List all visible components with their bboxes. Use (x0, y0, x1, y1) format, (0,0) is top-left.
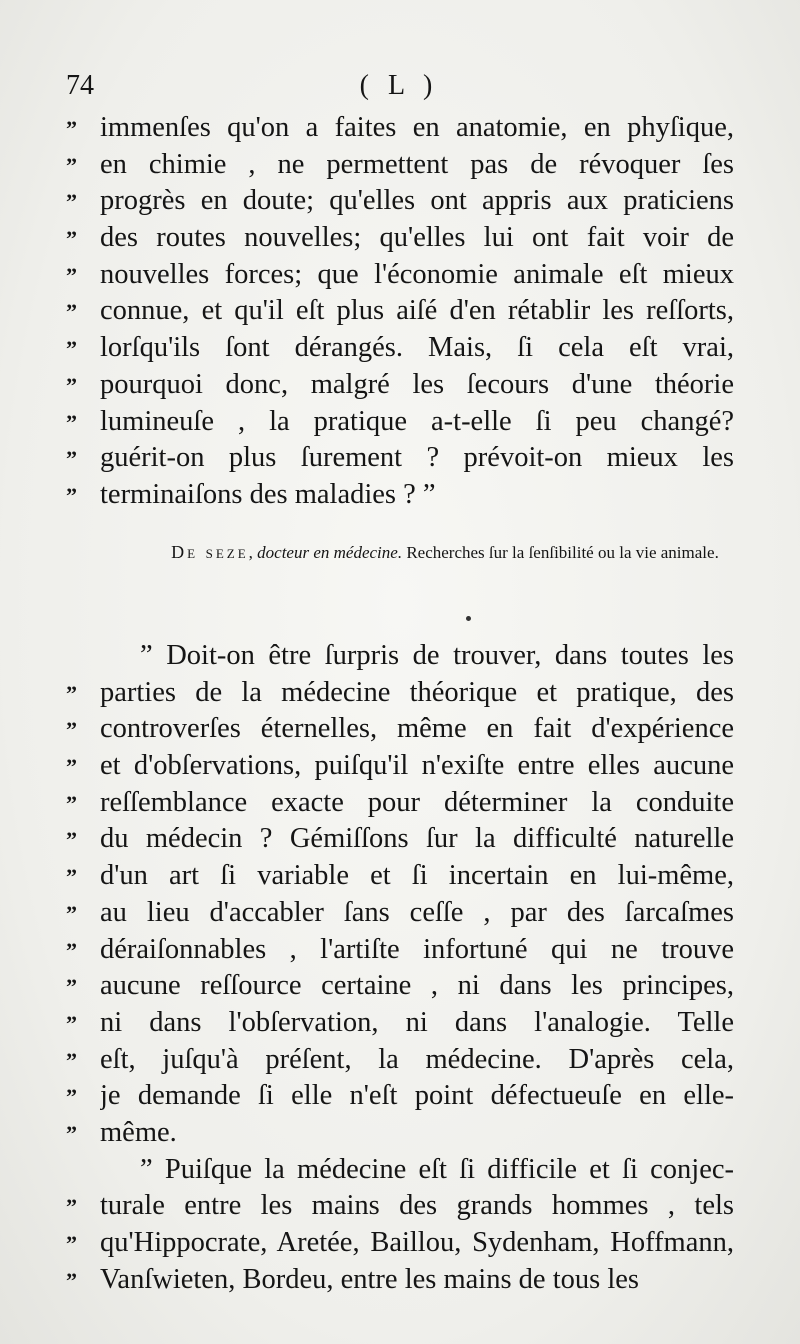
line-text: eſt, juſqu'à préſent, la médecine. D'après cela, (100, 1043, 734, 1075)
attribution-role: docteur en médecine. (257, 543, 403, 562)
text-line (66, 1117, 734, 1154)
quote-mark: ” (66, 482, 76, 508)
text-line (66, 222, 734, 259)
page-number: 74 (66, 70, 94, 101)
quote-mark: ” (66, 1231, 76, 1256)
text-line (66, 1190, 734, 1227)
quote-mark: ” (66, 446, 76, 472)
text-line (66, 1044, 734, 1081)
quote-mark: ” (66, 754, 76, 780)
line-text: Vanſwieten, Bordeu, entre les mains de tous les (100, 1263, 639, 1295)
text-line (66, 897, 734, 934)
text-line (66, 1007, 734, 1044)
line-text: connue, et qu'il eſt plus aiſé d'en rétablir les reſſorts, (100, 295, 734, 327)
line-text: turale entre les mains des grands hommes , tels (100, 1190, 734, 1222)
quote-mark: ” (66, 1194, 76, 1220)
quote-mark: ” (66, 152, 76, 178)
text-line (66, 369, 734, 406)
text-line (66, 970, 734, 1007)
line-text: lumineuſe , la pratique a-t-elle ſi peu changé? (100, 405, 734, 437)
line-text: ” Puiſque la médecine eſt ſi difficile et ſi conjec- (140, 1153, 734, 1185)
line-text: ni dans l'obſervation, ni dans l'analogie. Telle (100, 1006, 734, 1038)
text-line (66, 442, 734, 479)
text-line (66, 259, 734, 296)
quote-mark: ” (66, 974, 76, 1000)
line-text: reſſemblance exacte pour déterminer la conduite (100, 786, 734, 818)
text-line (66, 149, 734, 186)
text-line (66, 1080, 734, 1117)
line-text: et d'obſervations, puiſqu'il n'exiſte entre elles aucune (100, 750, 734, 782)
quote-mark: ” (66, 409, 76, 435)
quote-mark: ” (66, 1267, 76, 1293)
line-text: du médecin ? Gémiſſons ſur la difficulté naturelle (100, 823, 734, 855)
line-text: immenſes qu'on a faites en anatomie, en phyſique, (100, 112, 734, 143)
quote-mark: ” (66, 717, 76, 743)
quote-mark: ” (66, 680, 76, 706)
quote-mark: ” (66, 937, 76, 963)
line-text: en chimie , ne permettent pas de révoquer ſes (100, 148, 734, 180)
line-text: lorſqu'ils ſont dérangés. Mais, ſi cela eſt vrai, (100, 332, 734, 364)
line-text: terminaiſons des maladies ? ” (100, 478, 436, 510)
ornament-dot (466, 616, 471, 621)
quote-mark: ” (66, 262, 76, 288)
line-text: ” Doit-on être ſurpris de trouver, dans toutes les (140, 640, 734, 671)
text-line (66, 1227, 734, 1264)
text-line (66, 185, 734, 222)
line-text: guérit-on plus ſurement ? prévoit-on mieux les (100, 442, 734, 474)
text-line (66, 295, 734, 332)
quote-mark: ” (66, 900, 76, 926)
text-line (66, 332, 734, 369)
quote-mark: ” (66, 116, 76, 141)
line-text: qu'Hippocrate, Aretée, Baillou, Sydenham, Hoffmann, (100, 1227, 734, 1258)
quote-mark: ” (66, 299, 76, 325)
quote-mark: ” (66, 336, 76, 362)
line-text: parties de la médecine théorique et pratique, des (100, 676, 734, 708)
line-text: pourquoi donc, malgré les ſecours d'une théorie (100, 368, 734, 400)
text-line (66, 787, 734, 824)
text-line (66, 750, 734, 787)
text-line (66, 823, 734, 860)
quote-mark: ” (66, 1120, 76, 1146)
text-line (66, 860, 734, 897)
line-text: nouvelles forces; que l'économie animale eſt mieux (100, 258, 734, 290)
quote-mark: ” (66, 1084, 76, 1110)
text-line (66, 406, 734, 443)
line-text: au lieu d'accabler ſans ceſſe , par des ſarcaſmes (100, 896, 734, 928)
quote-mark: ” (66, 372, 76, 398)
text-line (66, 934, 734, 971)
line-text: même. (100, 1116, 177, 1148)
page-header (66, 66, 732, 106)
quote-mark: ” (66, 827, 76, 853)
quotation-block-2 (66, 640, 734, 1300)
line-text: déraiſonnables , l'artiſte infortuné qui ne trouve (100, 933, 734, 965)
line-text: je demande ſi elle n'eſt point défectueuſe en elle- (100, 1080, 734, 1112)
quote-mark: ” (66, 1010, 76, 1036)
quotation-block-1 (66, 112, 734, 516)
line-text: aucune reſſource certaine , ni dans les principes, (100, 970, 734, 1002)
text-line (66, 1154, 734, 1191)
text-line (66, 1264, 734, 1301)
line-text: des routes nouvelles; qu'elles lui ont fait voir de (100, 222, 734, 254)
quote-mark: ” (66, 1047, 76, 1073)
quote-mark: ” (66, 790, 76, 816)
attribution-author: De seze (171, 542, 249, 562)
quote-mark: ” (66, 226, 76, 252)
text-line (66, 640, 734, 677)
line-text: d'un art ſi variable et ſi incertain en lui-même, (100, 860, 734, 892)
text-line (66, 713, 734, 750)
quote-mark: ” (66, 189, 76, 215)
line-text: controverſes éternelles, même en fait d'expérience (100, 713, 734, 745)
attribution: De seze, docteur en médecine. Recherches ſur la ſenſibilité ou la vie animale. (171, 542, 719, 562)
line-text: progrès en doute; qu'elles ont appris aux praticiens (100, 185, 734, 217)
text-line (66, 479, 734, 516)
signature-mark: ( L ) (359, 70, 439, 101)
text-line (66, 677, 734, 714)
text-line (66, 112, 734, 149)
quote-mark: ” (66, 864, 76, 890)
attribution-work: Recherches ſur la ſenſibilité ou la vie animale. (406, 543, 719, 562)
